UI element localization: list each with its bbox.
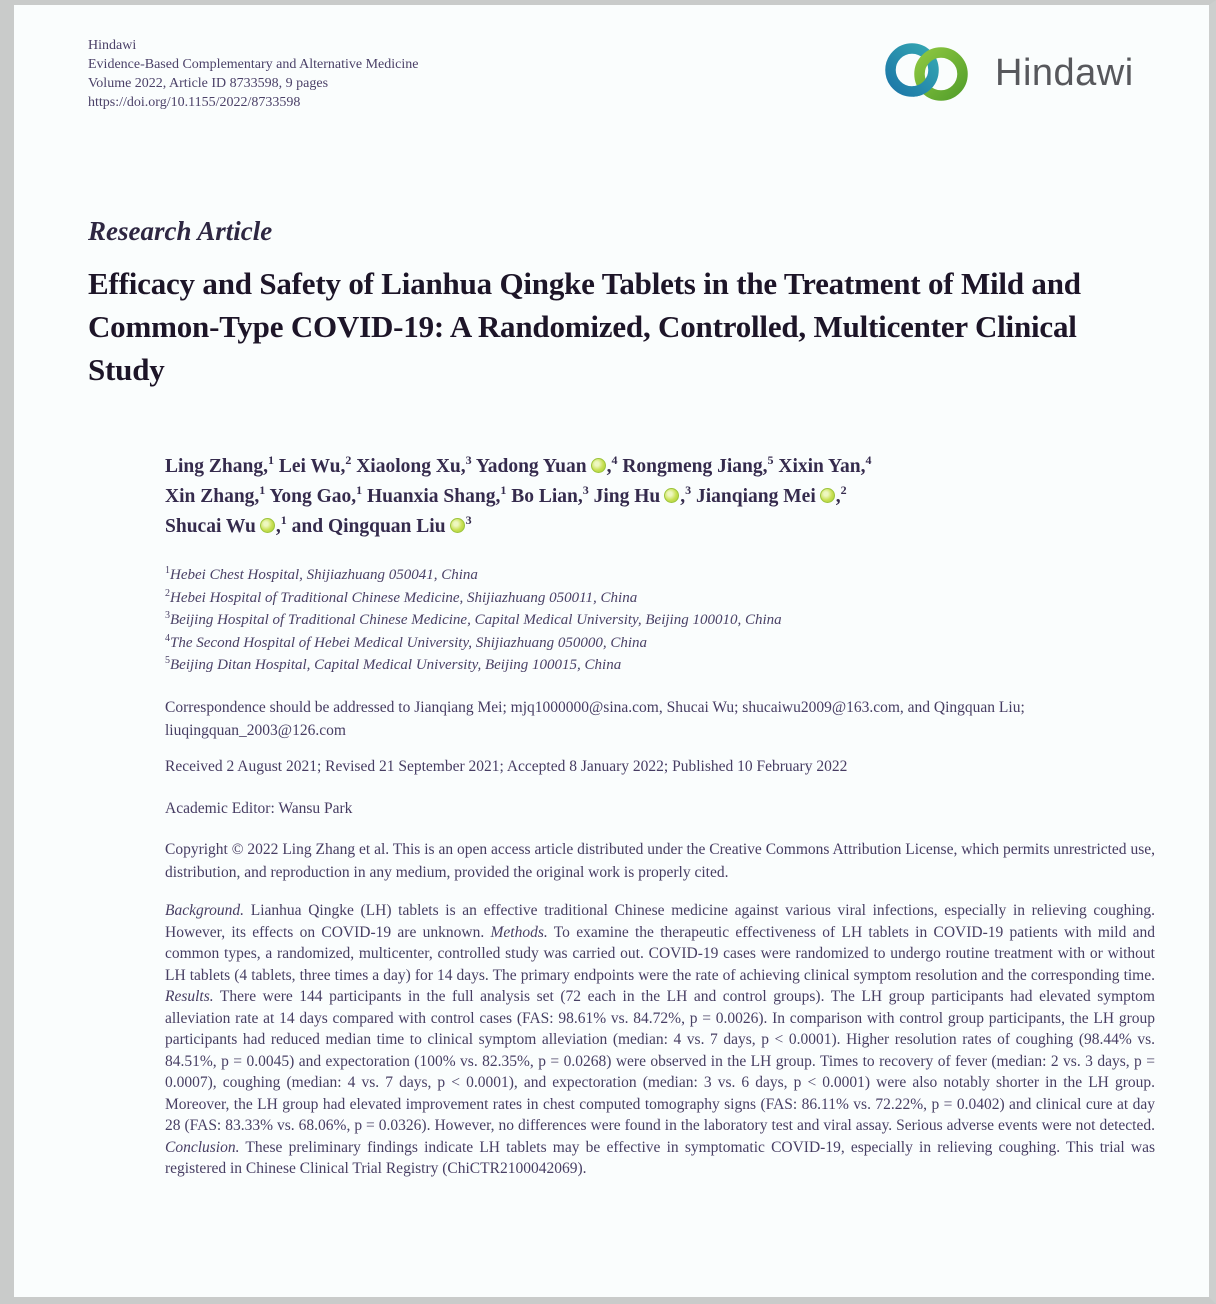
publisher-name: Hindawi — [88, 38, 137, 53]
author: Jing Hu ,$^3$ — [593, 482, 692, 507]
abstract-text — [165, 900, 1155, 1180]
orcid-icon[interactable] — [820, 488, 835, 503]
abstract-body: There were 144 participants in the full analysis set (72 each in the LH and control groups). The LH group participants had elevated symptom alleviation rate at 14 days compared with control cases (FAS: 98.61% vs. 84.72%, p = 0.0026). In comparison with control group participants, the LH group participants had reduced median time to clinical symptom alleviation (median: 4 vs. 7 days, p < 0.0001). Higher resolution rates of coughing (98.44% vs. 84.51%, p = 0.0045) and expectoration (100% vs. 82.35%, p = 0.0268) were observed in the LH group. Times to recovery of fever (median: 2 vs. 3 days, p = 0.0007), coughing (median: 4 vs. 7 days, p < 0.0001), and expectoration (median: 3 vs. 6 days, p < 0.0001) were also notably shorter in the LH group. Moreover, the LH group had elevated improvement rates in chest computed tomography signs (FAS: 86.11% vs. 72.22%, p = 0.0402) and clinical cure at day 28 (FAS: 83.33% vs. 68.06%, p = 0.0326). However, no differences were found in the laboratory test and viral assay. Serious adverse events were not detected. — [165, 988, 1155, 1134]
orcid-icon[interactable] — [664, 488, 679, 503]
affiliation: $^5$Beijing Ditan Hospital, Capital Medical University, Beijing 100015, China — [165, 655, 622, 673]
abstract-section-label: Conclusion. — [165, 1138, 240, 1156]
volume-line: Volume 2022, Article ID 8733598, 9 pages — [88, 76, 329, 91]
author: Ling Zhang,$^1$ — [165, 452, 274, 477]
hindawi-logo-icon — [884, 40, 981, 106]
affiliation-list — [165, 564, 1145, 677]
hindawi-wordmark: Hindawi — [995, 51, 1134, 94]
journal-header — [88, 36, 648, 112]
orcid-icon[interactable] — [260, 518, 275, 533]
affiliation: $^2$Hebei Hospital of Traditional Chinese Medicine, Shijiazhuang 050011, China — [165, 587, 638, 606]
author: Huanxia Shang,$^1$ — [367, 482, 507, 507]
orcid-icon[interactable] — [450, 518, 465, 533]
doi-link[interactable]: https://doi.org/10.1155/2022/8733598 — [88, 95, 301, 110]
abstract-section-label: Results. — [165, 988, 214, 1005]
author: Yong Gao,$^1$ — [269, 482, 363, 507]
abstract-body: Lianhua Qingke (LH) tablets is an effective traditional Chinese medicine against various viral infections, especially in relieving coughing. However, its effects on COVID-19 are unknown. — [165, 902, 1155, 941]
correspondence-note: Correspondence should be addressed to Jianqiang Mei; mjq1000000@sina.com, Shucai Wu; shucaiwu2009@163.com, and Qingquan Liu; liuqingquan_2003@126.com — [165, 699, 1025, 739]
abstract-section-label: Methods. — [490, 923, 548, 941]
author: Yadong Yuan ,$^4$ — [475, 452, 618, 477]
academic-editor: Academic Editor: Wansu Park — [165, 800, 353, 817]
author: Jianqiang Mei ,$^2$ — [696, 482, 847, 507]
author: Xiaolong Xu,$^3$ — [356, 452, 472, 477]
revision-history: Received 2 August 2021; Revised 21 September 2021; Accepted 8 January 2022; Published 10 February 2022 — [165, 758, 848, 775]
affiliation: $^4$The Second Hospital of Hebei Medical University, Shijiazhuang 050000, China — [165, 632, 648, 651]
article-title: Efficacy and Safety of Lianhua Qingke Tablets in the Treatment of Mild and Common-Type COVID-19: A Randomized, Controlled, Multicenter Clinical Study — [88, 266, 1081, 387]
affiliation: $^3$Beijing Hospital of Traditional Chinese Medicine, Capital Medical University, Beijing 100010, China — [165, 610, 782, 628]
author: Bo Lian,$^3$ — [511, 482, 589, 507]
author: Lei Wu,$^2$ — [278, 452, 352, 477]
orcid-icon[interactable] — [591, 458, 606, 473]
author-list — [165, 452, 1125, 542]
author: Xin Zhang,$^1$ — [165, 482, 266, 507]
author: and Qingquan Liu $^3$ — [291, 512, 472, 537]
abstract-section-label: Background. — [165, 902, 245, 919]
journal-name: Evidence-Based Complementary and Alternative Medicine — [88, 57, 419, 72]
affiliation: $^1$Hebei Chest Hospital, Shijiazhuang 050041, China — [165, 565, 478, 583]
author: Xixin Yan,$^4$ — [778, 452, 872, 477]
copyright-notice: Copyright © 2022 Ling Zhang et al. This is an open access article distributed under the Creative Commons Attribution License, which permits unrestricted use, distribution, and reproduction in any medium, provided the original work is properly cited. — [165, 841, 1155, 881]
hindawi-logo — [884, 38, 1144, 108]
article-kind: Research Article — [88, 216, 273, 246]
author: Shucai Wu ,$^1$ — [165, 512, 287, 537]
abstract-body: These preliminary findings indicate LH tablets may be effective in symptomatic COVID-19, especially in relieving coughing. This trial was registered in Chinese Clinical Trial Registry (ChiCTR2100042069). — [165, 1138, 1155, 1177]
abstract-body: To examine the therapeutic effectiveness of LH tablets in COVID-19 patients with mild and common types, a randomized, multicenter, controlled study was carried out. COVID-19 cases were randomized to undergo routine treatment with or without LH tablets (4 tablets, three times a day) for 14 days. The primary endpoints were the rate of achieving clinical symptom resolution and the corresponding time. — [165, 923, 1155, 984]
author: Rongmeng Jiang,$^5$ — [622, 452, 774, 477]
